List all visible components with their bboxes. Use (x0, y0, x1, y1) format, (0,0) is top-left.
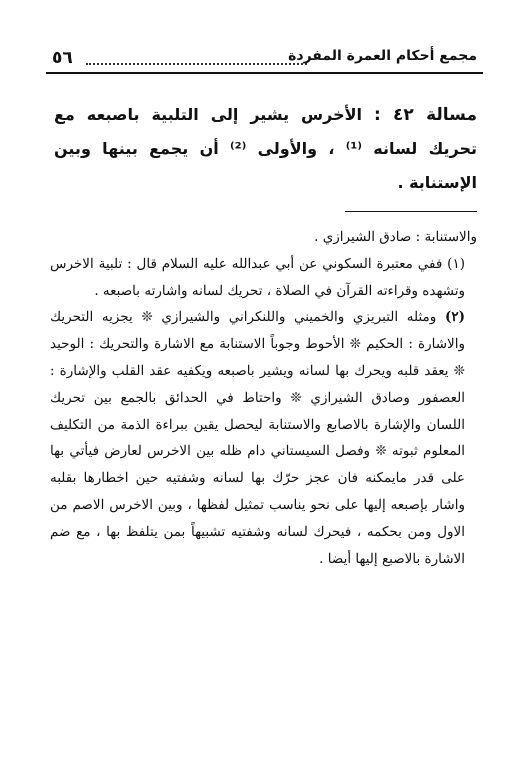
page-number: ٥٦ (52, 48, 73, 68)
footnote-intro: والاستنابة : صادق الشيرازي . (314, 229, 477, 245)
question-label: مسالة ٤٢ : (373, 105, 478, 125)
header-dotted-leader (86, 63, 307, 65)
question-paragraph (54, 98, 477, 200)
footnote-1: (١) ففي معتبرة السكوني عن أبي عبدالله عليه السلام قال : تلبية الاخرس وتشهده وقراءته القرآن في الصلاة ، تحريك لسانه واشارته باصبعه . (50, 255, 465, 299)
footnotes-section (50, 224, 477, 572)
footnote-2-number: (٢) (444, 309, 465, 326)
footnote-2-text: ومثله التبريزي والخميني واللنكراني والشيرازي ❊ يجزيه التحريك والاشارة : الحكيم ❊ الأحوط وجوباً الاستنابة مع الاشارة والتحريك : الوحيد ❊ يعقد قلبه ويحرك بها لسانه ويشير باصبعه ويكفيه عقد القلب والإشارة : العصفور وصادق الشيرازي ❊ واحتاط في الحدائق بالجمع بين تحريك اللسان والإشارة بالاصابع والاستنابة ليحصل يقين ببراءة الذمة من التكليف المعلوم ثبوته ❊ وفصل السيستاني دام ظله بين الاخرس لعارض فيأتي بها على قدر مايمكنه فان عجز حرّك بها لسانه وشفتيه حين اخطارها بقلبه واشار بإصبعه إليها على نحو يناسب تمثيل لفظها ، وبين الاخرس الاصم من الاول ومن بحكمه ، فيحرك لسانه وشفتيه تشبيهاً بمن يتلفظ بها ، مع ضم الاشارة بالاصبع إليها أيضا . (50, 309, 465, 567)
footnote-divider (345, 211, 477, 212)
footnote-2 (50, 304, 477, 572)
running-title: مجمع أحكام العمرة المفردة (288, 48, 477, 64)
page-header (0, 46, 529, 70)
header-rule (46, 72, 483, 74)
question-text: الأخرس يشير إلى التلبية باصبعه مع تحريك لسانه ⁽¹⁾ ، والأولى ⁽²⁾ أن يجمع بينها وبين الإستنابة . (54, 105, 478, 192)
